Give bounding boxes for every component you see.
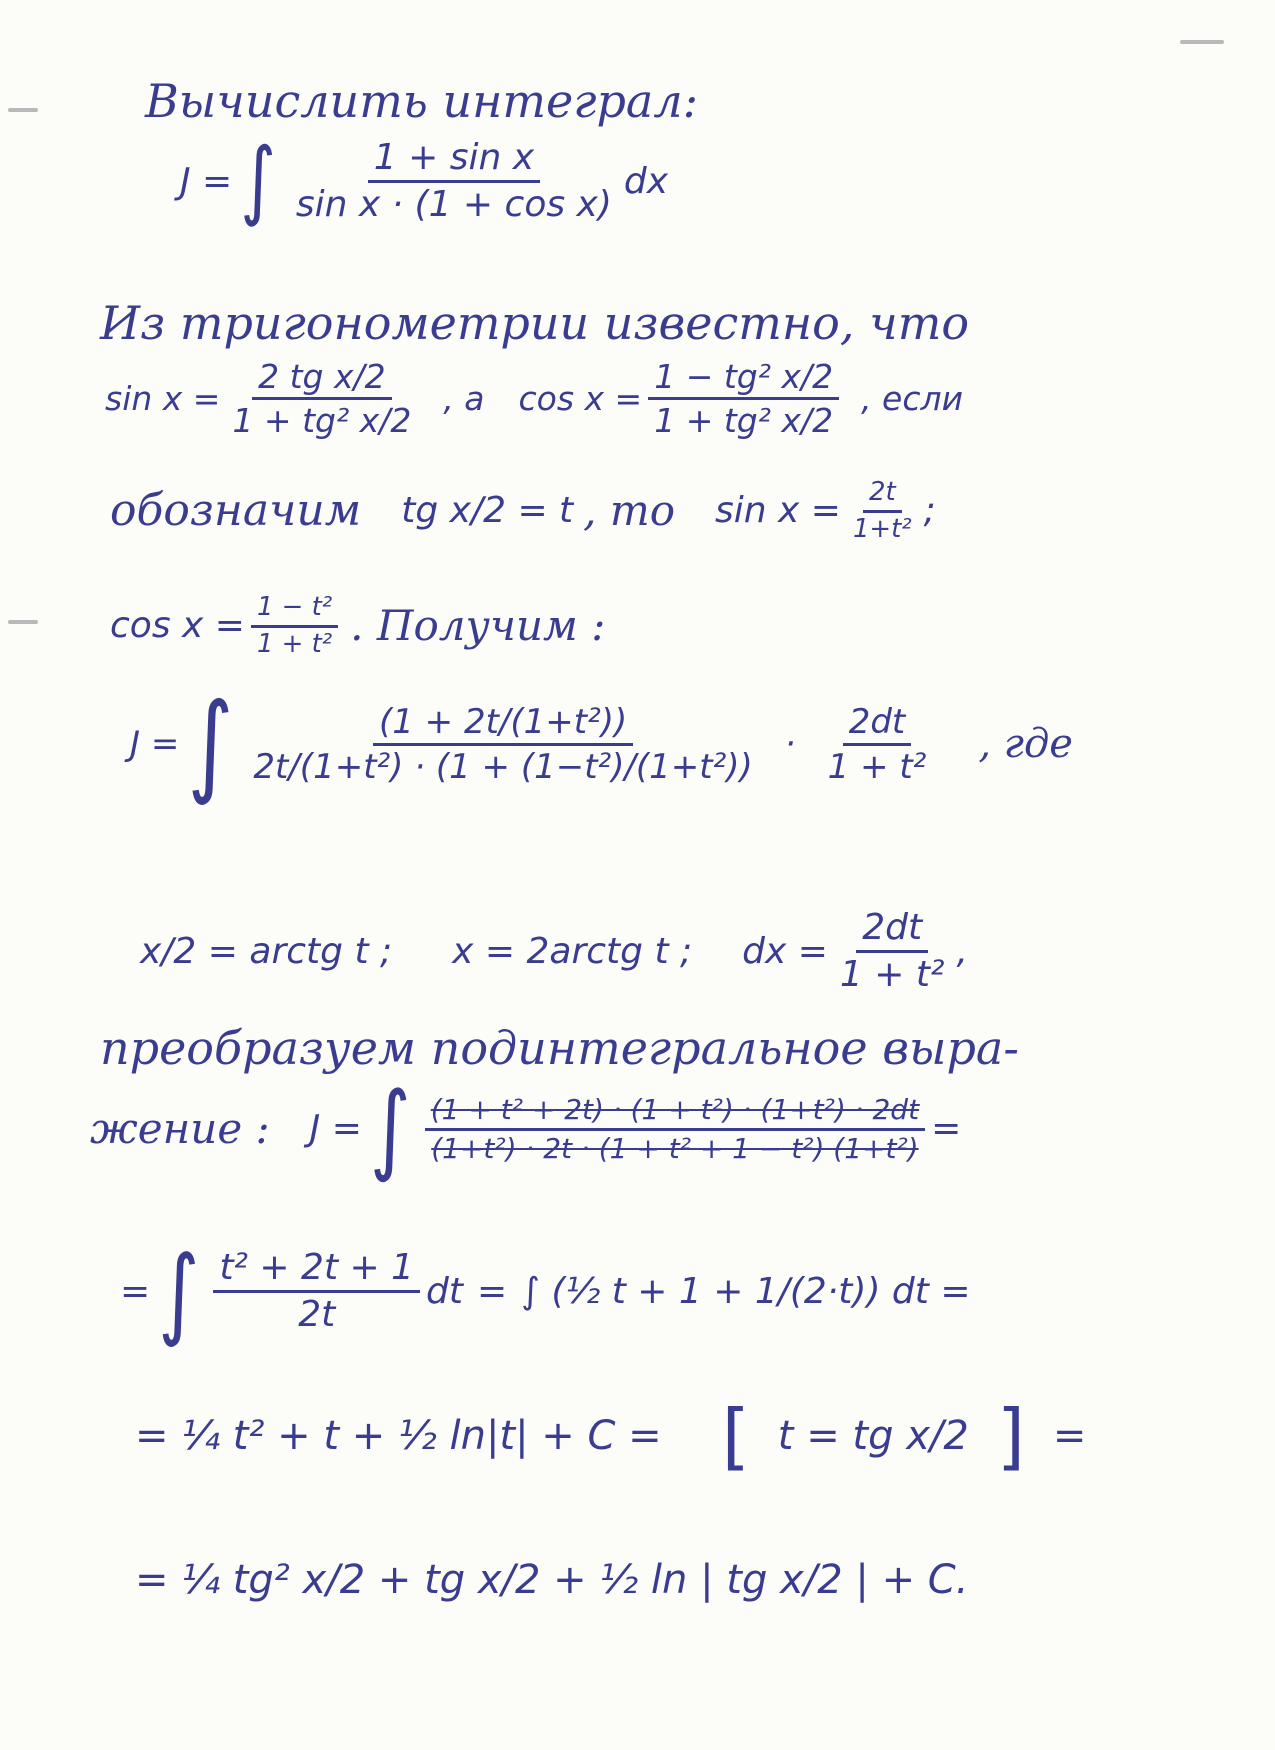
- final-expression: = ¼ tg² x/2 + tg x/2 + ½ ln | tg x/2 | + C.: [135, 1557, 969, 1603]
- cos-t-fraction: [251, 592, 338, 659]
- transformed-fraction: [425, 1092, 925, 1165]
- fraction-numerator: 1 − tg² x/2: [648, 360, 839, 400]
- conjunction-a: , а: [443, 379, 485, 418]
- fraction-denominator: 2t/(1+t²) · (1 + (1−t²)/(1+t²)): [253, 746, 753, 787]
- dx-label: dx =: [742, 930, 828, 972]
- word-oboznachim: обозначим: [110, 485, 362, 537]
- integral-definition: [180, 131, 669, 230]
- integral-sign: ∫: [240, 131, 276, 230]
- task-heading: Вычислить интеграл:: [145, 74, 699, 128]
- left-bracket: [: [721, 1394, 750, 1478]
- sin-tangent-fraction: [226, 357, 417, 440]
- right-bracket: ]: [996, 1394, 1025, 1478]
- comma: ,: [956, 930, 968, 972]
- integral-label: J =: [130, 724, 180, 765]
- back-substitution: t = tg x/2: [777, 1413, 969, 1459]
- sin-label: sin x =: [105, 379, 221, 418]
- word-gde: , где: [978, 721, 1073, 768]
- differential: dt: [426, 1270, 463, 1312]
- word-zhenie: жение :: [90, 1104, 270, 1154]
- trig-intro: Из тригонометрии известно, что: [100, 296, 970, 350]
- dx-fraction: [834, 907, 951, 995]
- fraction-denominator: 1+t²: [852, 513, 912, 544]
- cos-label: cos x =: [110, 605, 245, 647]
- substituted-integral: [130, 678, 1073, 808]
- substituted-fraction: [247, 701, 758, 787]
- paper-smudge: [1180, 40, 1224, 44]
- fraction-numerator: 2 tg x/2: [252, 360, 392, 400]
- fraction-denominator: (1+t²) · 2t · (1 + t² + 1 − t²) (1+t²): [431, 1131, 919, 1165]
- fraction-numerator: 2t: [863, 480, 902, 513]
- fraction-numerator: (1 + 2t/(1+t²)): [373, 705, 633, 746]
- fraction-numerator: t² + 2t + 1: [213, 1250, 420, 1293]
- antiderivative-expression: = ¼ t² + t + ½ ln|t| + C =: [135, 1413, 662, 1459]
- integral-label: J =: [309, 1108, 362, 1150]
- integral-sign: ∫: [158, 1233, 200, 1350]
- simplified-fraction: [213, 1247, 420, 1335]
- antiderivative-t: [135, 1394, 1087, 1478]
- trig-identities: [105, 357, 964, 440]
- fraction-denominator: 1 + t²: [839, 954, 945, 995]
- fraction-numerator: 2dt: [843, 705, 912, 746]
- fraction-denominator: 1 + t²: [827, 746, 927, 787]
- fraction-numerator: 1 − t²: [251, 595, 338, 628]
- semicolon: ;: [923, 490, 936, 532]
- fraction-denominator: 1 + t²: [256, 628, 333, 659]
- paper-smudge: [8, 108, 38, 112]
- word-poluchim: . Получим :: [350, 601, 606, 651]
- integral-sign: ∫: [187, 678, 234, 808]
- fraction-numerator: (1 + t² + 2t) · (1 + t²) · (1+t²) · 2dt: [425, 1096, 925, 1131]
- equals: =: [931, 1108, 962, 1150]
- arctg-relation: x/2 = arctg t ;: [140, 930, 393, 972]
- simplified-integral: [120, 1233, 971, 1350]
- integral-sign: ∫: [369, 1071, 411, 1186]
- fraction-denominator: 2t: [298, 1294, 336, 1335]
- equals: =: [120, 1270, 151, 1312]
- expanded-integral: ∫ (½ t + 1 + 1/(2·t)) dt =: [521, 1270, 971, 1312]
- substitution: tg x/2 = t: [401, 490, 574, 532]
- equals: =: [476, 1270, 508, 1312]
- equals: =: [1052, 1413, 1087, 1459]
- substitution-line: [110, 477, 936, 544]
- conjunction-esli: , если: [861, 379, 964, 418]
- multiply-dot: ·: [784, 724, 796, 765]
- sin-label: sin x =: [715, 490, 841, 532]
- x-relation: x = 2arctg t ;: [452, 930, 693, 972]
- cos-tangent-fraction: [648, 357, 839, 440]
- transformed-integral: [90, 1071, 962, 1186]
- differential: dx: [623, 160, 669, 202]
- fraction-numerator: 2dt: [856, 910, 928, 953]
- fraction-denominator: 1 + tg² x/2: [232, 401, 412, 440]
- transform-intro: преобразуем подинтегральное выра-: [100, 1021, 1019, 1075]
- arctg-line: [140, 907, 968, 995]
- dt-fraction: [822, 701, 933, 787]
- word-to: , то: [583, 486, 675, 536]
- fraction-denominator: sin x · (1 + cos x): [295, 184, 612, 225]
- cos-t-line: [110, 592, 606, 659]
- cos-label: cos x =: [518, 379, 643, 418]
- final-answer: [135, 1557, 969, 1603]
- sin-t-fraction: [847, 477, 918, 544]
- integral-label: J =: [180, 160, 233, 202]
- integrand-fraction: [290, 137, 618, 225]
- fraction-denominator: 1 + tg² x/2: [654, 401, 834, 440]
- fraction-numerator: 1 + sin x: [368, 140, 540, 183]
- paper-smudge: [8, 620, 38, 624]
